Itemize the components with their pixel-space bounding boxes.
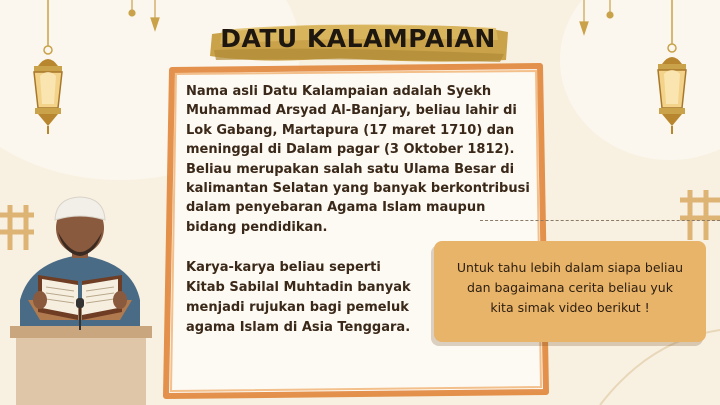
lattice-pattern-left: [0, 205, 34, 250]
works-line: Kitab Sabilal Muhtadin banyak: [186, 280, 411, 295]
tassel-ornament-left: [129, 0, 159, 30]
callout-line: dan bagaimana cerita beliau yuk: [467, 280, 673, 295]
slide-title: DATU KALAMPAIAN: [220, 24, 496, 53]
works-line: Karya-karya beliau seperti: [186, 260, 381, 275]
hanging-lantern-icon: [658, 0, 686, 134]
lattice-pattern-right: [680, 190, 720, 240]
biography-line: bidang pendidikan.: [186, 219, 328, 235]
reading-man-illustration: [10, 197, 152, 405]
works-text: [186, 258, 426, 338]
biography-line: meninggal di Dalam pagar (3 Oktober 1812).: [186, 142, 515, 158]
biography-line: Beliau merupakan salah satu Ulama Besar di: [186, 161, 515, 177]
biography-line: dalam penyebaran Agama Islam maupun: [186, 200, 486, 216]
biography-text: [186, 82, 538, 237]
biography-line: kalimantan Selatan yang banyak berkontribusi: [186, 181, 530, 197]
tassel-ornament-right: [580, 0, 613, 34]
hanging-lantern-icon: [34, 0, 62, 134]
callout-line: Untuk tahu lebih dalam siapa beliau: [456, 260, 684, 275]
biography-line: Nama asli Datu Kalampaian adalah Syekh: [186, 84, 492, 99]
video-callout-text: [444, 258, 696, 318]
works-line: menjadi rujukan bagi pemeluk: [186, 300, 409, 315]
biography-line: Muhammad Arsyad Al-Banjary, beliau lahir di: [186, 103, 517, 119]
biography-line: Lok Gabang, Martapura (17 maret 1710) dan: [186, 122, 515, 138]
works-line: agama Islam di Asia Tenggara.: [186, 320, 411, 335]
callout-line: kita simak video berikut !: [490, 300, 650, 315]
